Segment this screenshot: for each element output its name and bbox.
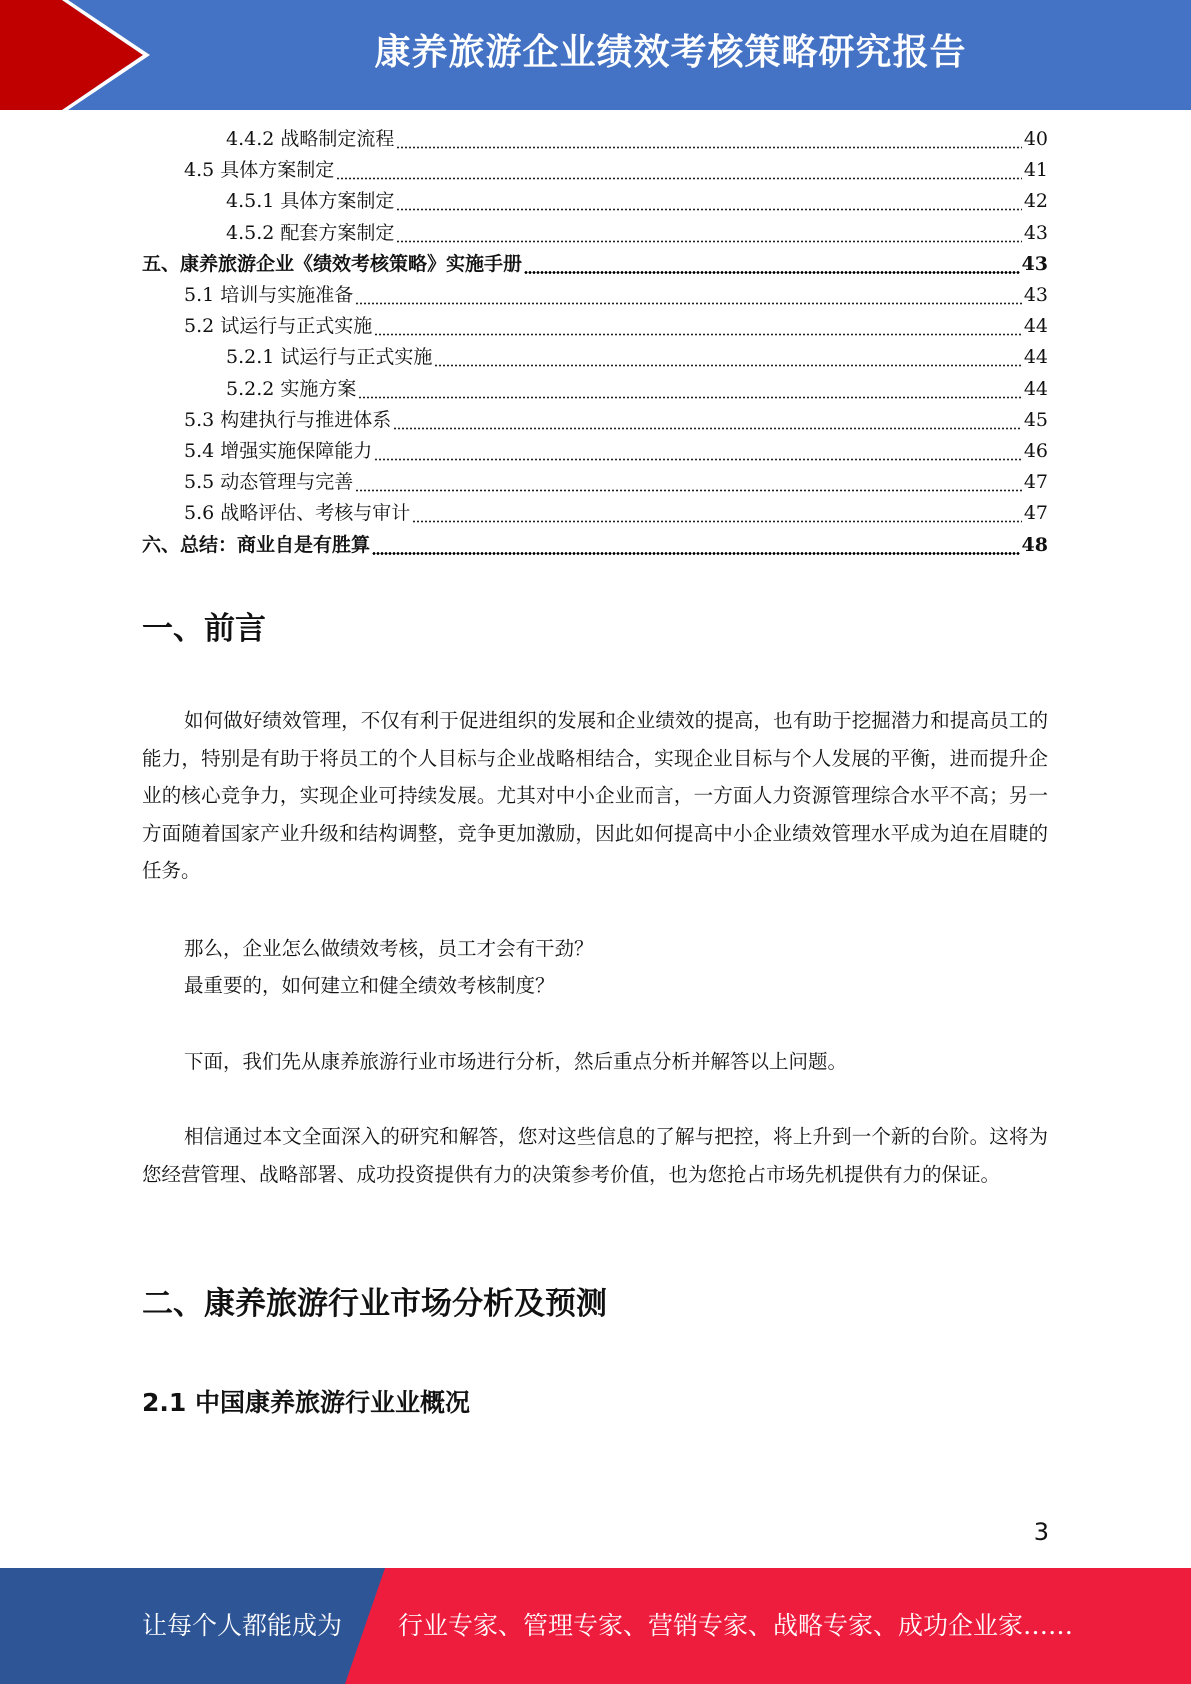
toc-entry[interactable]: [142, 533, 1048, 564]
toc-entry-page: 42: [1023, 190, 1048, 213]
toc-entry-page: 44: [1023, 377, 1048, 400]
intro-question-1: 那么，企业怎么做绩效考核，员工才会有干劲？: [184, 937, 594, 960]
toc-entry-page: 43: [1021, 252, 1048, 275]
toc-dot-leader: [396, 208, 1021, 211]
toc-dot-leader: [434, 364, 1021, 367]
toc-dot-leader: [336, 177, 1022, 180]
toc-entry-page: 48: [1021, 533, 1048, 556]
toc-dot-leader: [393, 427, 1022, 430]
toc-entry-label: 5.2.2 实施方案: [226, 377, 357, 400]
toc-entry-label: 5.6 战略评估、考核与审计: [184, 502, 411, 525]
toc-dot-leader: [358, 396, 1021, 399]
toc-dot-leader: [355, 302, 1022, 305]
toc-dot-leader: [396, 240, 1021, 243]
table-of-contents: [142, 128, 1048, 565]
toc-dot-leader: [396, 146, 1021, 149]
toc-entry-label: 五、康养旅游企业《绩效考核策略》实施手册: [142, 252, 523, 275]
toc-entry-label: 4.5.1 具体方案制定: [226, 190, 395, 213]
toc-entry-page: 43: [1023, 284, 1048, 307]
toc-entry-page: 44: [1023, 346, 1048, 369]
toc-entry-page: 47: [1023, 471, 1048, 494]
toc-entry-page: 47: [1023, 502, 1048, 525]
toc-entry-label: 5.2.1 试运行与正式实施: [226, 346, 433, 369]
toc-entry-label: 5.4 增强实施保障能力: [184, 439, 373, 462]
intro-paragraph-3: 相信通过本文全面深入的研究和解答，您对这些信息的了解与把控，将上升到一个新的台阶。这将为您经营管理、战略部署、成功投资提供有力的决策参考价值，也为您抢占市场先机提供有力的保证。: [142, 1125, 1048, 1186]
section-2-heading: 二、康养旅游行业市场分析及预测: [142, 1286, 607, 1322]
header-red-arrow: [0, 0, 150, 110]
section-1-heading: 一、前言: [142, 611, 266, 647]
section-2-1-heading: 2.1 中国康养旅游行业业概况: [142, 1388, 470, 1417]
toc-entry-page: 43: [1023, 221, 1048, 244]
toc-entry-page: 45: [1023, 408, 1048, 431]
page-header: [0, 0, 1191, 110]
toc-entry-label: 5.1 培训与实施准备: [184, 284, 354, 307]
footer-slogan-left: 让每个人都能成为: [142, 1611, 343, 1640]
toc-entry-label: 六、总结：商业自是有胜算: [142, 533, 371, 556]
toc-entry-label: 5.2 试运行与正式实施: [184, 315, 373, 338]
toc-entry-label: 4.4.2 战略制定流程: [226, 128, 395, 151]
toc-dot-leader: [412, 520, 1022, 523]
intro-paragraph-2: 下面，我们先从康养旅游行业市场进行分析，然后重点分析并解答以上问题。: [184, 1050, 848, 1073]
toc-entry-label: 4.5.2 配套方案制定: [226, 221, 395, 244]
toc-entry-page: 41: [1023, 159, 1048, 182]
toc-dot-leader: [355, 489, 1022, 492]
intro-paragraph-1: 如何做好绩效管理，不仅有利于促进组织的发展和企业绩效的提高，也有助于挖掘潜力和提高员工的能力，特别是有助于将员工的个人目标与企业战略相结合，实现企业目标与个人发展的平衡，进而提升企业的核心竞争力，实现企业可持续发展。尤其对中小企业而言，一方面人力资源管理综合水平不高；另一方面随着国家产业升级和结构调整，竞争更加激励，因此如何提高中小企业绩效管理水平成为迫在眉睫的任务。: [142, 709, 1048, 882]
report-title: 康养旅游企业绩效考核策略研究报告: [374, 32, 967, 73]
intro-question-2: 最重要的，如何建立和健全绩效考核制度？: [184, 974, 555, 997]
page-number: 3: [1033, 1518, 1049, 1546]
toc-entry-page: 44: [1023, 315, 1048, 338]
footer-slogan-right: 行业专家、管理专家、营销专家、战略专家、成功企业家……: [398, 1611, 1074, 1640]
page-footer: [0, 1568, 1191, 1684]
toc-dot-leader: [524, 271, 1020, 274]
toc-dot-leader: [374, 333, 1022, 336]
toc-entry-label: 5.3 构建执行与推进体系: [184, 408, 392, 431]
toc-entry-label: 4.5 具体方案制定: [184, 159, 335, 182]
toc-dot-leader: [372, 552, 1020, 555]
toc-entry-page: 40: [1023, 128, 1048, 151]
toc-entry-label: 5.5 动态管理与完善: [184, 471, 354, 494]
toc-entry-page: 46: [1023, 439, 1048, 462]
toc-dot-leader: [374, 458, 1022, 461]
